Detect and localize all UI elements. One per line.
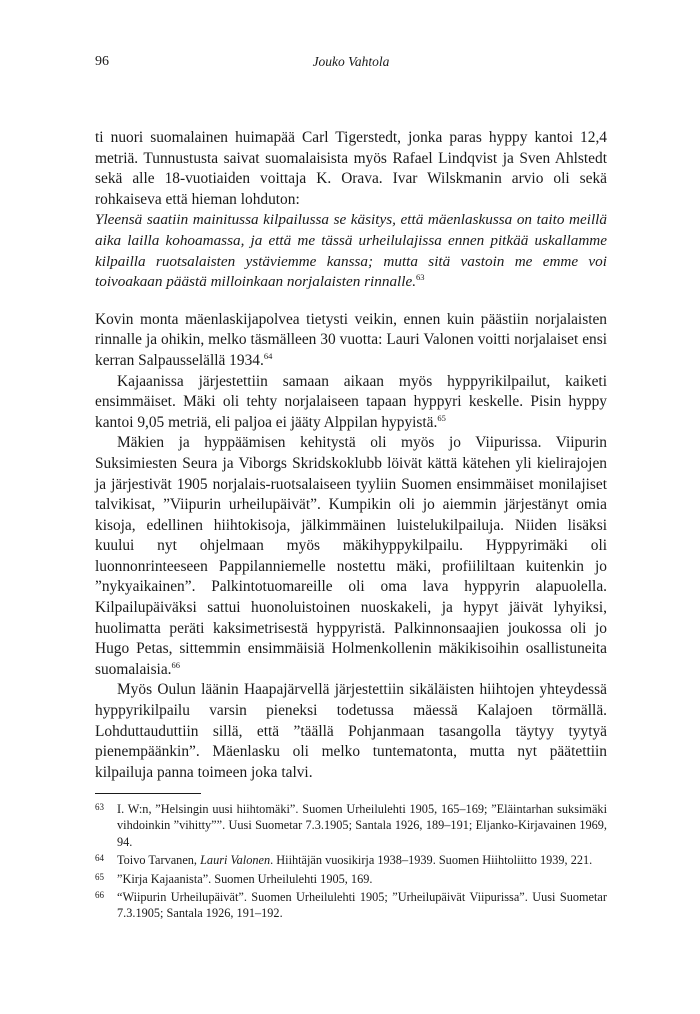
paragraph-text: Kovin monta mäenlaskijapolvea tietysti veikin, ennen kuin päästiin norjalaisten rinnalle ja ohikin, melko täsmälleen 30 vuotta: Lauri Valonen voitti norjalaiset ensi kerran Salpausselällä 1934.: [95, 310, 607, 369]
paragraph: Myös Oulun läänin Haapajärvellä järjestettiin sikäläisten hiihtojen yhteydessä hyppyrikilpailu varsin pieneksi todetussa mäessä Kalajoen törmällä. Lohduttauduttiin sillä, että ”täällä Pohjanmaan tasangolla täytyy tyytyä pienempäänkin”. Mäenlasku oli melko tuntematonta, mutta nyt päätettiin kilpailuja panna toimeen joka talvi.: [95, 681, 607, 781]
footnote-divider: [95, 793, 201, 794]
paragraph-text: Kajaanissa järjestettiin samaan aikaan myös hyppyrikilpailut, kaiketi ensimmäiset. Mäki oli tehty norjalaiseen tapaan hyppyri keskelle. Pisin hyppy kantoi 9,05 metriä, eli paljoa ei jääty Alppilan hypyistä.: [95, 372, 607, 431]
paragraph-text: Mäkien ja hyppäämisen kehitystä oli myös jo Viipurissa. Viipurin Suksimiesten Seura ja Viborgs Skridskoklubb löivät kättä kätehen yli kielirajojen ja järjestivät 1905 norjalais-ruotsalaiseen tyyliin Suomen ensimmäiset monilajiset talvikisat, ”Viipurin urheilupäivät”. Kumpikin oli jo aiemmin järjestänyt omia kisoja, edellinen hiihtokisoja, jälkimmäinen luistelukilpailuja. Niiden lisäksi kuului nyt ohjelmaan myös mäkihyppykilpailu. Hyppyrimäki oli luonnonrinteeseen Pappilanniemelle nostettu mäki, profiililtaan kuitenkin jo ”nykyaikainen”. Palkintotuomareille oli oma lava hyppyrin alapuolella. Kilpailupäiväksi sattui huonoluistoinen nuoskakeli, ja hypyt jäivät lyhyiksi, huolimatta peräti kaksimetrisestä hyppyristä. Palkinnonsaajien joukossa oli jo Hugo Petas, sittemmin ensimmäisiä Holmenkollenin mäkikisoihin osallistuneita suomalaisia.: [95, 434, 607, 678]
paragraph: [95, 433, 607, 680]
footnote-ref[interactable]: 63: [416, 272, 425, 283]
footnote: [95, 889, 607, 922]
footnote-number: 64: [95, 853, 104, 864]
footnote-text: “Wiipurin Urheilupäivät”. Suomen Urheilulehti 1905; ”Urheilupäivät Viipurissa”. Uusi Suometar 7.3.1905; Santala 1926, 191–192.: [117, 890, 607, 921]
footnote-text: . Hiihtäjän vuosikirja 1938–1939. Suomen Hiihtoliitto 1939, 221.: [270, 853, 593, 868]
footnote-text: Toivo Tarvanen,: [117, 853, 201, 868]
footnotes: [95, 801, 607, 924]
footnote-text: ”Kirja Kajaanista”. Suomen Urheilulehti 1905, 169.: [117, 871, 373, 886]
body-text: [95, 128, 607, 783]
page-number: 96: [95, 54, 109, 69]
quote-text: Yleensä saatiin mainitussa kilpailussa se käsitys, että mäenlaskussa on taito meillä aika lailla kohoamassa, ja että me tässä urheilulajissa ennen pitkää uskallamme kilpailla ruotsalaisten ystäviemme kanssa; mutta sitä vastoin me emme voi toivoakaan päästä milloinkaan norjalaisten rinnalle.: [95, 211, 607, 291]
footnote-text: I. W:n, ”Helsingin uusi hiihtomäki”. Suomen Urheilulehti 1905, 165–169; ”Eläintarhan suksimäki vihdoinkin ”vihitty””. Uusi Suometar 7.3.1905; Santala 1926, 189–191; Eljanko-Kirjavainen 1969, 94.: [117, 802, 607, 849]
footnote: [95, 801, 607, 850]
footnote-title: Lauri Valonen: [200, 853, 271, 868]
running-title: Jouko Vahtola: [312, 54, 390, 69]
paragraph: [95, 310, 607, 372]
block-quote: [95, 210, 607, 292]
footnote-ref[interactable]: 66: [171, 659, 181, 670]
paragraph: ti nuori suomalainen huimapää Carl Tigerstedt, jonka paras hyppy kantoi 12,4 metriä. Tunnustusta saivat suomalaisista myös Rafael Lindqvist ja Sven Ahlstedt sekä alle 18-vuotiaiden voittaja K. Orava. Ivar Wilskmanin arvio oli sekä rohkaiseva että hieman lohduton:: [95, 129, 607, 208]
footnote-number: 63: [95, 802, 104, 812]
footnote: [95, 871, 607, 887]
footnote: [95, 852, 607, 868]
running-head: [95, 54, 607, 74]
footnote-number: 65: [95, 871, 104, 882]
footnote-ref[interactable]: 65: [437, 412, 446, 423]
footnote-ref[interactable]: 64: [263, 350, 273, 361]
paragraph: [95, 372, 607, 434]
footnote-number: 66: [95, 890, 104, 901]
